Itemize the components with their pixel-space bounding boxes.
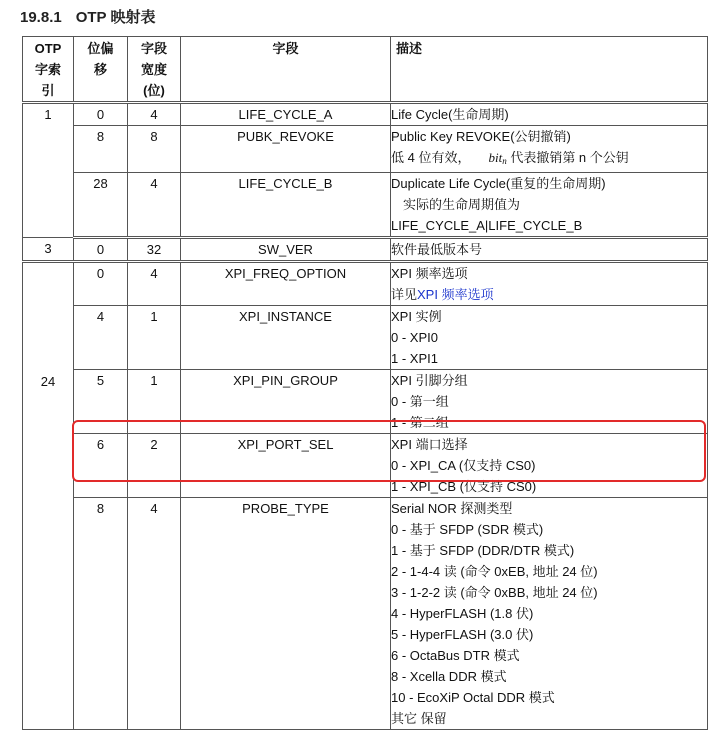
table-row [23, 173, 708, 238]
description-cell [391, 306, 708, 370]
otp-index-cell: 3 [23, 238, 74, 262]
description-cell [391, 126, 708, 173]
table-row [23, 306, 708, 370]
bit-subscript: n [502, 156, 507, 166]
section-number: 19.8.1 [20, 9, 62, 26]
description-line: Life Cycle(生命周期) [391, 107, 509, 122]
otp-index-cell: 1 [23, 103, 74, 238]
description-line: 1 - 基于 SFDP (DDR/DTR 模式) [391, 543, 575, 558]
description-line: 0 - XPI0 [391, 330, 438, 345]
description-cell [391, 262, 708, 306]
section-title: OTP 映射表 [75, 9, 156, 26]
header-text: 引 [41, 83, 55, 98]
field-cell: XPI_INSTANCE [181, 306, 391, 370]
header-otp-index [23, 37, 74, 103]
description-line: XPI 实例 [391, 309, 442, 324]
description-line: 3 - 1-2-2 读 (命令 0xBB, 地址 24 位) [391, 585, 598, 600]
description-line [391, 284, 707, 305]
offset-cell: 5 [74, 370, 128, 434]
table-row [23, 370, 708, 434]
field-cell: PROBE_TYPE [181, 498, 391, 730]
header-description: 描述 [391, 37, 708, 103]
table-row [23, 262, 708, 306]
description-text: 详见 [391, 287, 418, 302]
table-row [23, 103, 708, 126]
header-text: 位偏 [87, 41, 114, 56]
offset-cell: 6 [74, 434, 128, 498]
description-text: 代表撤销第 n 个公钥 [506, 150, 629, 165]
offset-cell: 4 [74, 306, 128, 370]
width-cell: 4 [128, 262, 181, 306]
table-row [23, 238, 708, 262]
description-line: Public Key REVOKE(公钥撤销) [391, 129, 571, 144]
header-field: 字段 [181, 37, 391, 103]
description-line: 5 - HyperFLASH (3.0 伏) [391, 627, 534, 642]
table-row [23, 126, 708, 173]
field-cell: SW_VER [181, 238, 391, 262]
description-line: XPI 引脚分组 [391, 373, 468, 388]
description-line: XPI 端口选择 [391, 437, 468, 452]
description-line [391, 147, 707, 172]
description-cell [391, 434, 708, 498]
offset-cell: 0 [74, 262, 128, 306]
description-text: 低 4 位有效， [391, 150, 471, 165]
description-line: 1 - XPI1 [391, 351, 438, 366]
offset-cell: 28 [74, 173, 128, 238]
description-line: 6 - OctaBus DTR 模式 [391, 648, 520, 663]
header-text: OTP [34, 41, 62, 56]
header-text: 宽度 [140, 62, 167, 77]
offset-cell: 0 [74, 238, 128, 262]
description-line: 8 - Xcella DDR 模式 [391, 669, 507, 684]
offset-cell: 8 [74, 126, 128, 173]
table-row-highlighted [23, 434, 708, 498]
description-cell [391, 103, 708, 126]
header-text: (位) [143, 83, 165, 98]
bit-var-text: bit [488, 150, 503, 165]
description-cell [391, 238, 708, 262]
otp-map-table [22, 36, 708, 730]
field-cell: PUBK_REVOKE [181, 126, 391, 173]
header-text: 移 [93, 62, 107, 77]
description-line: 1 - 第二组 [391, 415, 449, 430]
description-line: 0 - 第一组 [391, 394, 449, 409]
offset-cell: 8 [74, 498, 128, 730]
xpi-freq-option-link[interactable]: XPI 频率选项 [417, 287, 494, 302]
description-line: 软件最低版本号 [391, 242, 483, 257]
description-cell [391, 173, 708, 238]
bit-variable [488, 150, 506, 165]
width-cell: 4 [128, 173, 181, 238]
description-line: 1 - XPI_CB (仅支持 CS0) [391, 479, 537, 494]
description-cell [391, 370, 708, 434]
header-field-width [128, 37, 181, 103]
width-cell: 4 [128, 498, 181, 730]
width-cell: 1 [128, 370, 181, 434]
description-line: Duplicate Life Cycle(重复的生命周期) [391, 176, 606, 191]
description-line: 4 - HyperFLASH (1.8 伏) [391, 606, 534, 621]
description-line: Serial NOR 探测类型 [391, 501, 513, 516]
offset-cell: 0 [74, 103, 128, 126]
description-line: XPI 频率选项 [391, 266, 468, 281]
description-line: 其它 保留 [391, 711, 447, 726]
header-text: 字段 [140, 41, 167, 56]
description-line: 实际的生命周期值为 [403, 197, 521, 212]
width-cell: 8 [128, 126, 181, 173]
width-cell: 32 [128, 238, 181, 262]
section-heading [20, 6, 155, 27]
description-line: LIFE_CYCLE_A|LIFE_CYCLE_B [391, 218, 583, 233]
field-cell: LIFE_CYCLE_A [181, 103, 391, 126]
description-line: 0 - XPI_CA (仅支持 CS0) [391, 458, 536, 473]
header-text: 字索 [34, 62, 61, 77]
field-cell: LIFE_CYCLE_B [181, 173, 391, 238]
table-header-row [23, 37, 708, 103]
width-cell: 4 [128, 103, 181, 126]
width-cell: 1 [128, 306, 181, 370]
header-bit-offset [74, 37, 128, 103]
otp-index-cell: 24 [23, 262, 74, 730]
table-row [23, 498, 708, 730]
width-cell: 2 [128, 434, 181, 498]
description-line: 10 - EcoXiP Octal DDR 模式 [391, 690, 555, 705]
description-line: 2 - 1-4-4 读 (命令 0xEB, 地址 24 位) [391, 564, 598, 579]
description-cell [391, 498, 708, 730]
description-line: 0 - 基于 SFDP (SDR 模式) [391, 522, 544, 537]
field-cell: XPI_PORT_SEL [181, 434, 391, 498]
field-cell: XPI_PIN_GROUP [181, 370, 391, 434]
field-cell: XPI_FREQ_OPTION [181, 262, 391, 306]
